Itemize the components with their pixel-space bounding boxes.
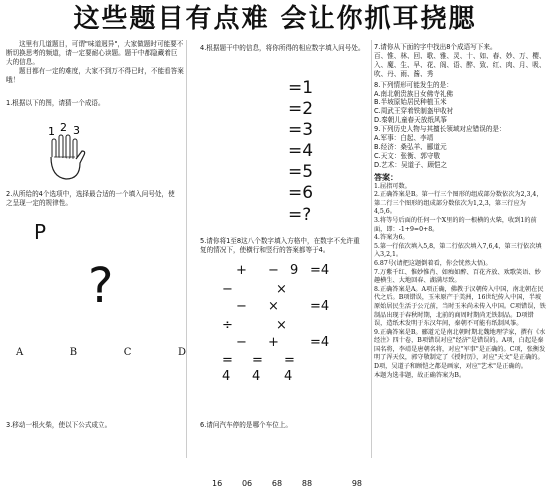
- hand-fingers-icon: [46, 123, 92, 183]
- q8-option: B.半坡原始居民种植玉米: [374, 98, 447, 107]
- answer-title: 答案：: [374, 171, 398, 182]
- answer-item: 5.第一行依次填入5,8，第二行依次填入7,6,4，第三行依次填入3,2,1。: [374, 242, 542, 259]
- puzzle-symbol: 4: [284, 369, 293, 384]
- question-3: 3.移动一根火柴，使以下公式成立。: [6, 421, 112, 429]
- svg-text:2: 2: [60, 123, 67, 134]
- question-9: 9.下列历史人物与其擅长领域对应错误的是：: [374, 125, 506, 134]
- q5-puzzle: [222, 261, 360, 391]
- puzzle-symbol: =4: [310, 335, 330, 350]
- question-5: 5.请你将1至8这八个数字填入方格中，在数字不允许重复的情况下，使横行和竖行的答案都等于4。: [200, 237, 360, 254]
- parking-number: 16: [212, 479, 223, 488]
- svg-text:3: 3: [73, 124, 80, 137]
- page-title: 这些题目有点难 会让你抓耳挠腮: [73, 4, 477, 34]
- q9-option: D.艺术：吴道子、顾恺之: [374, 160, 448, 169]
- q9-option: B.经济：桑弘羊、郦道元: [374, 142, 447, 151]
- puzzle-symbol: =: [252, 353, 263, 368]
- q2-question-mark: ?: [88, 258, 114, 314]
- puzzle-symbol: ÷: [222, 318, 233, 333]
- puzzle-symbol: −: [236, 335, 247, 350]
- question-4: 4.根据题干中的信息，将你所得的相应数字填入问号处。: [200, 44, 365, 52]
- answer-item: 7.万紫千红、惟妙惟肖、如痴如醉、百花齐放、欢歌笑语、妙趣横生、大地回春、湖满尽致。: [374, 268, 541, 285]
- option-d: D: [177, 347, 186, 358]
- puzzle-symbol: 9: [290, 263, 299, 278]
- hand-digits: 1: [48, 125, 55, 138]
- column-middle: [190, 40, 368, 488]
- q4-value: =1: [288, 78, 314, 98]
- puzzle-symbol: +: [268, 335, 279, 350]
- puzzle-symbol: −: [268, 263, 279, 278]
- parking-number: 68: [271, 479, 283, 488]
- answer-item: 1.屈指可数。: [374, 182, 411, 190]
- q6-parking-numbers: [212, 480, 362, 489]
- q9-option: C.天文：张衡、郭守敬: [374, 151, 441, 160]
- puzzle-symbol: −: [222, 282, 233, 297]
- puzzle-symbol: =: [284, 353, 295, 368]
- question-6: 6.请问汽车停的是哪个车位上。: [200, 421, 293, 429]
- q4-value: =?: [288, 204, 312, 225]
- question-7: 7.请你从下面的字中找出8个成语写下来。: [374, 43, 497, 51]
- intro-paragraph: 题目都有一定的难度，大家不到万不得已时，不能看答案哦！: [6, 66, 184, 84]
- answers-list: [374, 183, 546, 381]
- answer-item: 3.将等号后面的任何一个X里的的一根横的火柴，收到1的前面，即：-1+9=0+8。: [374, 216, 537, 233]
- puzzle-symbol: −: [236, 299, 247, 314]
- puzzle-symbol: 4: [252, 369, 261, 384]
- puzzle-symbol: =: [222, 353, 233, 368]
- q4-value: =6: [288, 183, 314, 204]
- answer-item: 6.87号(请把这题倒着看，你会恍然大悟)。: [374, 259, 492, 267]
- q9-option: A.军事：白起、李靖: [374, 134, 434, 143]
- q2-figure-letter: P: [34, 220, 47, 244]
- column-right: [374, 40, 546, 468]
- parking-number: 88: [301, 479, 313, 488]
- option-a: A: [16, 347, 24, 358]
- q4-value: =3: [288, 120, 314, 141]
- option-c: C: [123, 347, 132, 358]
- parking-number: 98: [351, 479, 362, 488]
- puzzle-symbol: =4: [310, 263, 330, 278]
- option-b: B: [69, 347, 78, 358]
- q8-option: C.周武王穿着铁制盔甲收衬: [374, 107, 454, 116]
- puzzle-symbol: ×: [276, 282, 287, 297]
- q4-value: =5: [288, 162, 314, 183]
- question-8: 8.下列情形可能发生的是：: [374, 80, 453, 89]
- answer-item: 8.正确答案是A。A项正确，佛教于汉朝传入中国，南北朝在民代之后。B项错误，玉米原产于美洲，16世纪传入中国，半坡原始居民生活于公元前，当时玉米尚未传入中国。C项错误，铁制品出现于春秋时期，北前的商周时期尚无铁制品。D项错误，造纸术发明于东汉年间，秦朝不可能有纸制风筝。: [374, 285, 546, 328]
- parking-number: 06: [241, 479, 253, 488]
- answer-item: 4.答案为6。: [374, 234, 409, 242]
- question-1: 1.根据以下的图，请猜一个成语。: [6, 98, 105, 107]
- q8-option: A.南北朝贵族日女佛寺礼佛: [374, 89, 454, 98]
- q8-option: D.秦朝儿童春天放纸风筝: [374, 116, 448, 125]
- column-left: [6, 40, 184, 468]
- puzzle-symbol: 4: [222, 369, 231, 384]
- q7-characters: 百、惟、林、回、歌、雅、灵、十、如、春、妙、万、樱、入、魔、生、早、花、阁、语、醉、致、红、肉、月、吸、吹、丹、雨、酱、秀: [374, 51, 546, 78]
- answer-item: 本题为选非题，故正确答案为B。: [374, 371, 466, 379]
- question-2: 2.从所给的4个选项中，选择最合适的一个填入问号处，使之呈现一定的规律性。: [6, 190, 175, 207]
- q2-options: [16, 349, 186, 358]
- q4-value: =2: [288, 99, 314, 120]
- puzzle-symbol: ×: [268, 299, 279, 314]
- puzzle-symbol: =4: [310, 299, 330, 314]
- answer-item: 2.正确答案是B。第一行三个图形的组成部分数依次为2,3,4，第二行三个图形的组成部分数依次为1,2,3，第三行应为4,5,6。: [374, 191, 543, 216]
- puzzle-symbol: ×: [276, 318, 287, 333]
- q4-values: [288, 78, 313, 226]
- puzzle-symbol: +: [236, 263, 247, 278]
- answer-item: 9.正确答案是B。郦道元是南北朝时期北魏地理学家，撰有《水经注》四十卷，B项错误对应"经济"是错误的。A项，白起是秦国名将，李靖是唐朝名将，对应"军事"是正确的。C项，张衡发明了浑天仪，郭守敬制定了《授时历》，对应"天文"是正确的。D项，吴道子和顾恺之都是画家，对应"艺术"是正确的。: [374, 328, 546, 371]
- q4-value: =4: [288, 141, 314, 162]
- intro-paragraph: 这里有几道题目，可谓"味道迥异"，大家做题时可能要不断切换思考的频道，请一定要耐心读题。题干中都隐藏着巨大的信息。: [6, 40, 184, 66]
- column-divider: [371, 40, 372, 458]
- column-divider: [186, 40, 187, 458]
